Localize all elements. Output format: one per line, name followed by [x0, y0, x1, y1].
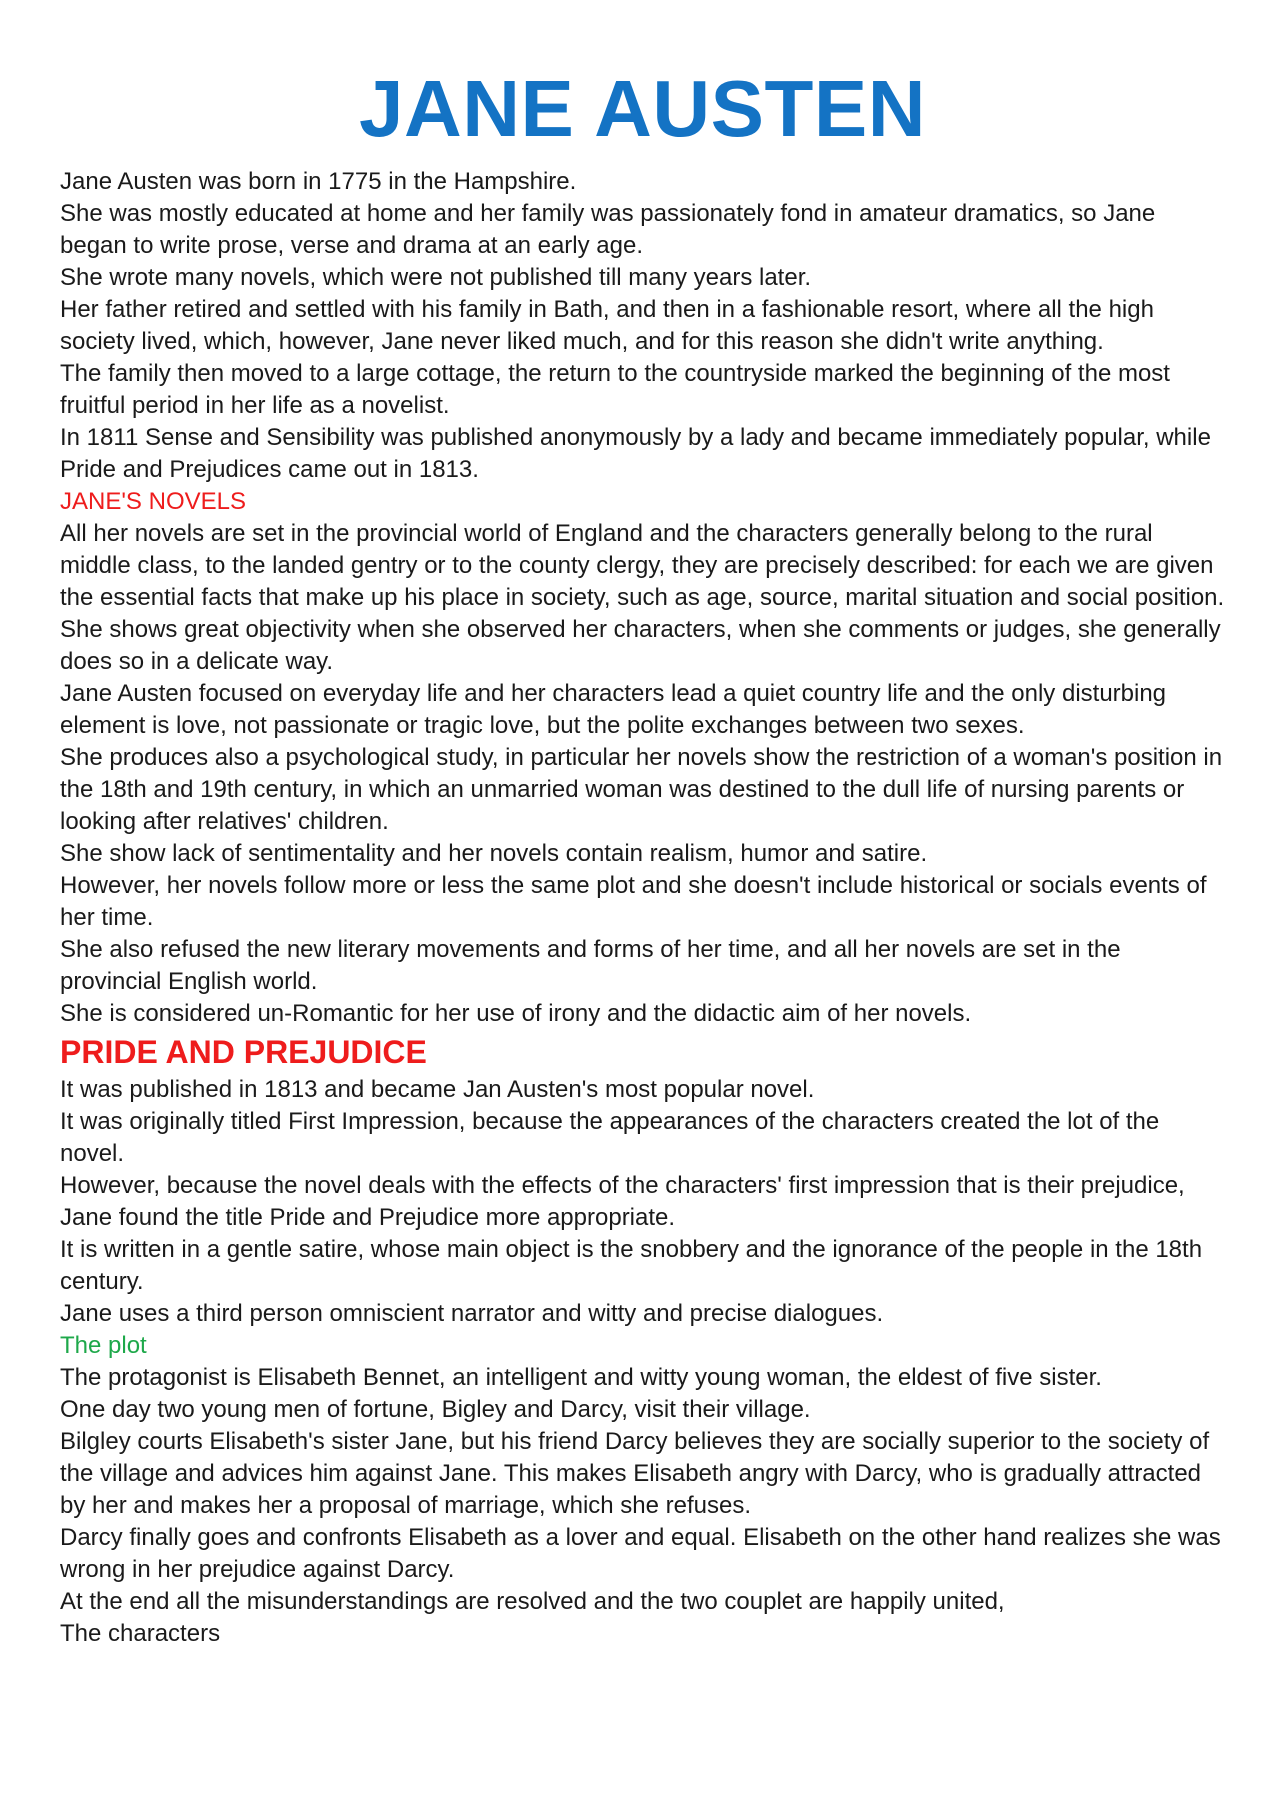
plot-section	[60, 1362, 1225, 1650]
pride-and-prejudice-heading: PRIDE AND PREJUDICE	[60, 1034, 427, 1070]
document-title: JANE AUSTEN	[358, 64, 927, 153]
paragraph: She produces also a psychological study, in particular her novels show the restriction of a woman's position in the 18th and 19th century, in which an unmarried woman was destined to the dull life of nursing parents or looking after relatives' children.	[60, 744, 1223, 835]
paragraph: Jane Austen was born in 1775 in the Hampshire.	[60, 168, 577, 195]
paragraph: All her novels are set in the provincial world of England and the characters generally belong to the rural middle class, to the landed gentry or to the county clergy, they are precisely described: for each we are given the essential facts that make up his place in society, such as age, source, marital situation and social position.	[60, 520, 1225, 611]
paragraph: The characters	[60, 1620, 221, 1647]
pride-and-prejudice-section	[60, 1074, 1225, 1330]
plot-heading: The plot	[60, 1332, 147, 1359]
paragraph: At the end all the misunderstandings are resolved and the two couplet are happily united,	[60, 1588, 1005, 1615]
paragraph: However, her novels follow more or less the same plot and she doesn't include historical or socials events of her time.	[60, 872, 1207, 931]
novels-heading: JANE'S NOVELS	[60, 488, 246, 515]
paragraph: It was originally titled First Impression, because the appearances of the characters created the lot of the novel.	[60, 1108, 1160, 1167]
paragraph: She show lack of sentimentality and her novels contain realism, humor and satire.	[60, 840, 928, 867]
paragraph: Jane Austen focused on everyday life and her characters lead a quiet country life and the only disturbing element is love, not passionate or tragic love, but the polite exchanges between two sexes.	[60, 680, 1167, 739]
paragraph: Her father retired and settled with his family in Bath, and then in a fashionable resort, where all the high society lived, which, however, Jane never liked much, and for this reason she didn't write anything.	[60, 296, 1154, 355]
paragraph: Bilgley courts Elisabeth's sister Jane, but his friend Darcy believes they are socially superior to the society of the village and advices him against Jane. This makes Elisabeth angry with Darcy, who is gradually attracted by her and makes her a proposal of marriage, which she refuses.	[60, 1428, 1210, 1519]
paragraph: Jane uses a third person omniscient narrator and witty and precise dialogues.	[60, 1300, 884, 1327]
paragraph: In 1811 Sense and Sensibility was published anonymously by a lady and became immediately popular, while Pride and Prejudices came out in 1813.	[60, 424, 1211, 483]
paragraph: She is considered un-Romantic for her use of irony and the didactic aim of her novels.	[60, 1000, 972, 1027]
paragraph: The family then moved to a large cottage, the return to the countryside marked the beginning of the most fruitful period in her life as a novelist.	[60, 360, 1170, 419]
intro-section	[60, 166, 1225, 486]
paragraph: Darcy finally goes and confronts Elisabeth as a lover and equal. Elisabeth on the other hand realizes she was wrong in her prejudice against Darcy.	[60, 1524, 1221, 1583]
paragraph: One day two young men of fortune, Bigley and Darcy, visit their village.	[60, 1396, 811, 1423]
paragraph: However, because the novel deals with the effects of the characters' first impression that is their prejudice, Jane found the title Pride and Prejudice more appropriate.	[60, 1172, 1185, 1231]
paragraph: It is written in a gentle satire, whose main object is the snobbery and the ignorance of the people in the 18th century.	[60, 1236, 1203, 1295]
paragraph: It was published in 1813 and became Jan Austen's most popular novel.	[60, 1076, 815, 1103]
paragraph: The protagonist is Elisabeth Bennet, an intelligent and witty young woman, the eldest of five sister.	[60, 1364, 1102, 1391]
novels-section	[60, 518, 1225, 1030]
paragraph: She was mostly educated at home and her family was passionately fond in amateur dramatics, so Jane began to write prose, verse and drama at an early age.	[60, 200, 1156, 259]
paragraph: She also refused the new literary movements and forms of her time, and all her novels are set in the provincial English world.	[60, 936, 1121, 995]
paragraph: She shows great objectivity when she observed her characters, when she comments or judges, she generally does so in a delicate way.	[60, 616, 1221, 675]
paragraph: She wrote many novels, which were not published till many years later.	[60, 264, 812, 291]
document-page	[60, 62, 1225, 1650]
